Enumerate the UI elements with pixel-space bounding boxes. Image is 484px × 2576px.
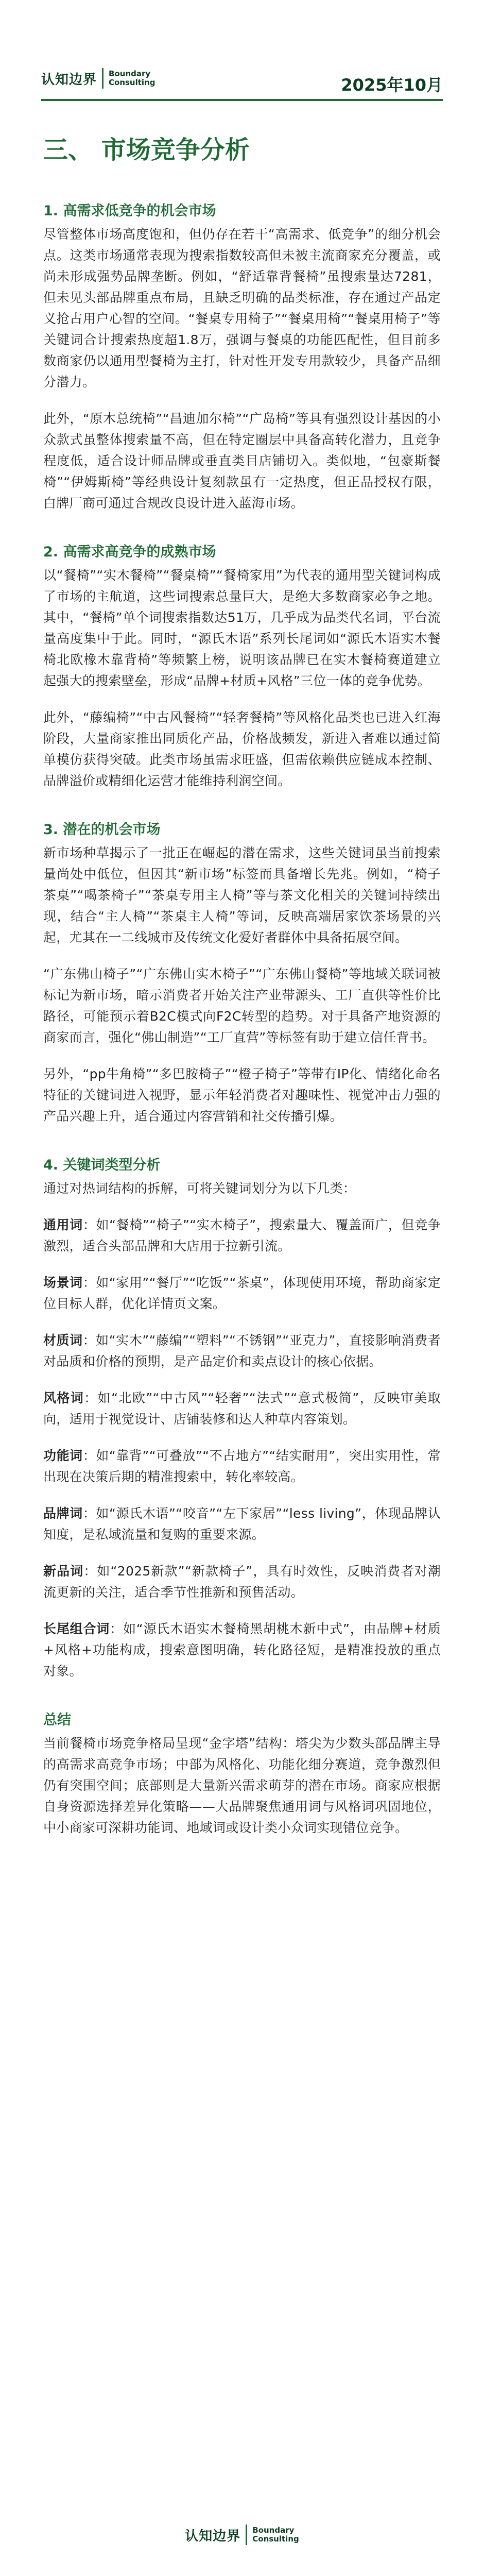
summary-title: 总结 bbox=[43, 1712, 71, 1728]
subsection-title: 4. 关键词类型分析 bbox=[43, 1157, 161, 1173]
paragraph: 此外，“藤编椅”“中古风餐椅”“轻奢餐椅”等风格化品类也已进入红海阶段，大量商家推出同质化产品，价格战频发，新进入者难以通过简单模仿获得突破。此类市场虽需求旺盛，但需依赖供应链成本控制、品牌溢价或精细化运营才能维持利润空间。 bbox=[43, 710, 441, 788]
brand-logo bbox=[41, 68, 155, 89]
paragraph: 尽管整体市场高度饱和，但仍存在若干“高需求、低竞争”的细分机会点。这类市场通常表现为搜索指数较高但未被主流商家充分覆盖，或尚未形成强势品牌垄断。例如，“舒适靠背餐椅”虽搜索量达7281，但未见头部品牌重点布局，且缺乏明确的品类标准，存在通过产品定义抢占用户心智的空间。“餐桌专用椅子”“餐桌用椅”“餐桌用椅子”等关键词合计搜索热度超1.8万，强调与餐桌的功能匹配性，但目前多数商家仍以通用型餐椅为主打，针对性开发专用款较少，具备产品细分潜力。 bbox=[43, 227, 441, 389]
header-rule bbox=[41, 99, 443, 101]
footer-logo-inner bbox=[185, 2524, 299, 2545]
report-date: 2025年10月 bbox=[341, 75, 443, 95]
paragraph: 以“餐椅”“实木餐椅”“餐桌椅”“餐椅家用”为代表的通用型关键词构成了市场的主航道，这些词搜索总量巨大，是绝大多数商家必争之地。其中，“餐椅”单个词搜索指数达51万，几乎成为品类代名词，平台流量高度集中于此。同时，“源氏木语”系列长尾词如“源氏木语实木餐椅北欧橡木靠背椅”等频繁上榜，说明该品牌已在实木餐椅赛道建立起强大的搜索壁垒，形成“品牌+材质+风格”三位一体的竞争优势。 bbox=[43, 568, 441, 688]
subsection-title: 3. 潜在的机会市场 bbox=[43, 822, 161, 838]
keyword-type-term: 新品词 bbox=[43, 1564, 84, 1579]
paragraph: 此外，“原木总统椅”“昌迪加尔椅”“广岛椅”等具有强烈设计基因的小众款式虽整体搜索量不高，但在特定圈层中具备高转化潜力，且竞争程度低，适合设计师品牌或垂直类目店铺切入。类似地，“包豪斯餐椅”“伊姆斯椅”等经典设计复刻款虽有一定热度，但正品授权有限，白牌厂商可通过合规改良设计进入蓝海市场。 bbox=[43, 411, 441, 511]
paragraph: 通过对热词结构的拆解，可将关键词划分为以下几类： bbox=[43, 1181, 356, 1196]
keyword-type-desc: ：如“北欧”“中古风”“轻奢”“法式”“意式极简”，反映审美取向，适用于视觉设计、店铺装修和达人种草内容策划。 bbox=[43, 1391, 441, 1427]
keyword-type-item bbox=[43, 1618, 441, 1682]
keyword-type-term: 场景词 bbox=[43, 1275, 83, 1290]
keyword-type-item bbox=[43, 1214, 441, 1257]
footer-logo bbox=[0, 2524, 484, 2545]
keyword-type-item bbox=[43, 1561, 441, 1603]
subsection-title: 2. 高需求高竞争的成熟市场 bbox=[43, 544, 216, 560]
footer-logo-en-line-1: Boundary bbox=[252, 2526, 295, 2535]
paragraph: 新市场种草揭示了一批正在崛起的潜在需求，这些关键词虽当前搜索量尚处中低位，但因其“新市场”标签而具备增长先兆。例如，“椅子茶桌”“喝茶椅子”“茶桌专用主人椅”等与茶文化相关的关键词持续出现，结合“主人椅”“茶桌主人椅”等词，反映高端居家饮茶场景的兴起，尤其在一二线城市及传统文化爱好者群体中具备拓展空间。 bbox=[43, 845, 441, 945]
section-opportunity-market bbox=[43, 201, 441, 514]
logo-divider bbox=[102, 68, 103, 89]
keyword-type-term: 材质词 bbox=[43, 1333, 83, 1348]
logo-en-text bbox=[109, 70, 155, 87]
keyword-type-term: 通用词 bbox=[43, 1217, 83, 1232]
subsection-title: 1. 高需求低竞争的机会市场 bbox=[43, 203, 216, 219]
keyword-type-item bbox=[43, 1445, 441, 1487]
keyword-type-desc: ：如“2025新款”“新款椅子”，具有时效性，反映消费者对潮流更新的关注，适合季节性推新和预售活动。 bbox=[43, 1564, 441, 1600]
logo-en-line-2: Consulting bbox=[109, 78, 155, 87]
section-keyword-types bbox=[43, 1155, 441, 1682]
section-potential-market bbox=[43, 820, 441, 1127]
logo-cn-text: 认知边界 bbox=[41, 72, 97, 88]
footer-logo-divider bbox=[246, 2524, 247, 2545]
keyword-type-item bbox=[43, 1387, 441, 1430]
keyword-type-term: 长尾组合词 bbox=[43, 1621, 110, 1636]
keyword-type-term: 功能词 bbox=[43, 1448, 83, 1463]
content bbox=[43, 201, 441, 1867]
keyword-type-term: 风格词 bbox=[43, 1391, 84, 1405]
summary-paragraph: 当前餐椅市场竞争格局呈现“金字塔”结构：塔尖为少数头部品牌主导的高需求高竞争市场；中部为风格化、功能化细分赛道，竞争激烈但仍有突围空间；底部则是大量新兴需求萌芽的潜在市场。商家应根据自身资源选择差异化策略——大品牌聚焦通用词与风格词巩固地位，中小商家可深耕功能词、地域词或设计类小众词实现错位竞争。 bbox=[43, 1736, 441, 1835]
keyword-type-term: 品牌词 bbox=[43, 1506, 83, 1521]
section-summary bbox=[43, 1710, 441, 1838]
paragraph: 另外，“pp牛角椅”“多巴胺椅子”“橙子椅子”等带有IP化、情绪化命名特征的关键词进入视野，显示年轻消费者对趣味性、视觉冲击力强的产品兴趣上升，适合通过内容营销和社交传播引爆。 bbox=[43, 1066, 441, 1124]
header bbox=[41, 68, 443, 104]
keyword-type-item bbox=[43, 1503, 441, 1545]
footer-logo-en-text bbox=[252, 2526, 299, 2544]
footer-logo-en-line-2: Consulting bbox=[252, 2534, 299, 2544]
keyword-type-desc: ：如“源氏木语”“咬音”“左下家居”“less living”，体现品牌认知度，是私域流量和复购的重要来源。 bbox=[43, 1506, 441, 1542]
logo-en-line-1: Boundary bbox=[109, 69, 151, 78]
keyword-type-desc: ：如“靠背”“可叠放”“不占地方”“结实耐用”，突出实用性，常出现在决策后期的精准搜索中，转化率较高。 bbox=[43, 1448, 441, 1484]
keyword-type-item bbox=[43, 1272, 441, 1314]
keyword-type-desc: ：如“餐椅”“椅子”“实木椅子”，搜索量大、覆盖面广，但竞争激烈，适合头部品牌和大店用于拉新引流。 bbox=[43, 1217, 441, 1253]
section-mature-market bbox=[43, 542, 441, 791]
keyword-type-desc: ：如“源氏木语实木餐椅黑胡桃木新中式”，由品牌+材质+风格+功能构成，搜索意图明确，转化路径短，是精准投放的重点对象。 bbox=[43, 1621, 441, 1679]
keyword-type-desc: ：如“实木”“藤编”“塑料”“不锈钢”“亚克力”，直接影响消费者对品质和价格的预期，是产品定价和卖点设计的核心依据。 bbox=[43, 1333, 441, 1369]
keyword-type-item bbox=[43, 1330, 441, 1372]
paragraph: “广东佛山椅子”“广东佛山实木椅子”“广东佛山餐椅”等地域关联词被标记为新市场，暗示消费者开始关注产业带源头、工厂直供等性价比路径，可能预示着B2C模式向F2C转型的趋势。对于具备产地资源的商家而言，强化“佛山制造”“工厂直营”等标签有助于建立信任背书。 bbox=[43, 967, 441, 1045]
footer-logo-cn-text: 认知边界 bbox=[185, 2528, 241, 2544]
keyword-type-desc: ：如“家用”“餐厅”“吃饭”“茶桌”，体现使用环境，帮助商家定位目标人群，优化详情页文案。 bbox=[43, 1275, 441, 1311]
section-title: 三、 市场竞争分析 bbox=[43, 135, 250, 164]
